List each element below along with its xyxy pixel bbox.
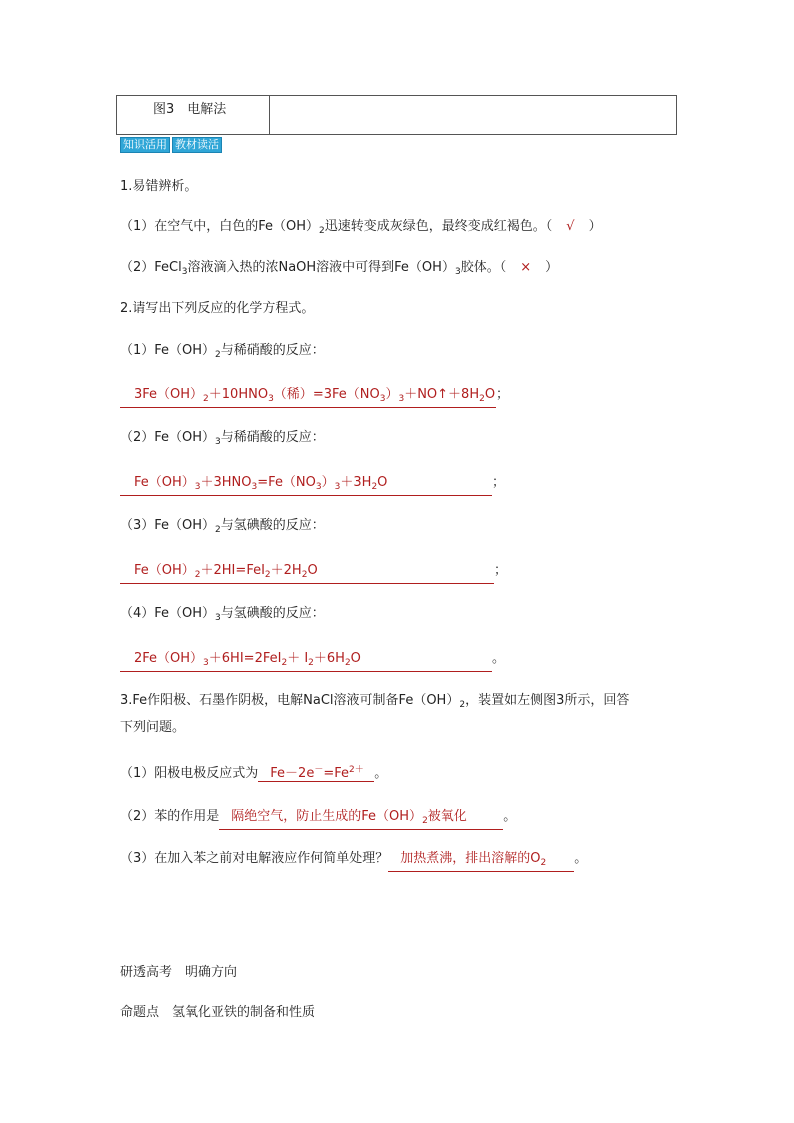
section-title: 研透高考 明确方向	[120, 965, 238, 980]
section-subtitle: 命题点 氢氧化亚铁的制备和性质	[120, 1005, 316, 1020]
q2-answer1: $3Fe(OH)_2+10HNO_3$（稀）$=3Fe(NO_3)_3+NO↑+8H_2O$；	[120, 383, 509, 408]
check-mark: √	[566, 219, 575, 234]
tag-textbook: 教材读活	[172, 137, 222, 153]
q2-answer3: $Fe(OH)_2+2HI=FeI_2+2H_2O$ ；	[120, 559, 507, 584]
q2-prompt4: $(4)Fe(OH)_3$与氢碘酸的反应：	[120, 606, 325, 623]
q3-item2: （2）苯的作用是 隔绝空气，防止生成的$Fe(OH)_2$被氧化 。	[120, 805, 516, 830]
q1-title: 1.易错辨析。	[120, 179, 198, 194]
figure-table	[116, 95, 677, 135]
q3-item3: （3）在加入苯之前对电解液应作何简单处理？ 加热煮沸，排出溶解的$O_2$ 。	[120, 847, 587, 872]
q2-prompt1: $(1)Fe(OH)_2$与稀硝酸的反应：	[120, 343, 325, 360]
q3-intro-line2: 下列问题。	[120, 720, 186, 735]
q2-answer4: $2Fe(OH)_3+6HI=2FeI_2+ I_2+6H_2O$ 。	[120, 647, 505, 672]
q2-prompt2: $(2)Fe(OH)_3$与稀硝酸的反应：	[120, 430, 325, 447]
figure-caption: 图3 电解法	[153, 102, 227, 117]
tag-group	[120, 137, 222, 153]
q1-item1: （1）在空气中，白色的$Fe(OH)_2$迅速转变成灰绿色，最终变成红褐色。（ √ ）	[120, 219, 602, 236]
q1-item2: （2）FeCl$_3$溶液滴入热的浓NaOH溶液中可得到$Fe(OH)_3$胶体。（ × ）	[120, 260, 559, 277]
cross-mark: ×	[520, 260, 532, 275]
q2-prompt3: $(3)Fe(OH)_2$与氢碘酸的反应：	[120, 518, 325, 535]
q3-item1: （1）阳极电极反应式为 $Fe-2e^-=Fe^{2+}$ 。	[120, 765, 388, 781]
tag-knowledge: 知识活用	[120, 137, 170, 153]
q2-title: 2.请写出下列反应的化学方程式。	[120, 301, 315, 316]
table-divider	[269, 96, 270, 134]
q3-intro-line1: 3.Fe作阳极、石墨作阴极，电解NaCl溶液可制备$Fe(OH)_2$，装置如左侧图3所示，回答	[120, 693, 630, 710]
q2-answer2: $Fe(OH)_3+3HNO_3=Fe(NO_3)_3+3H_2O$ ；	[120, 471, 505, 496]
